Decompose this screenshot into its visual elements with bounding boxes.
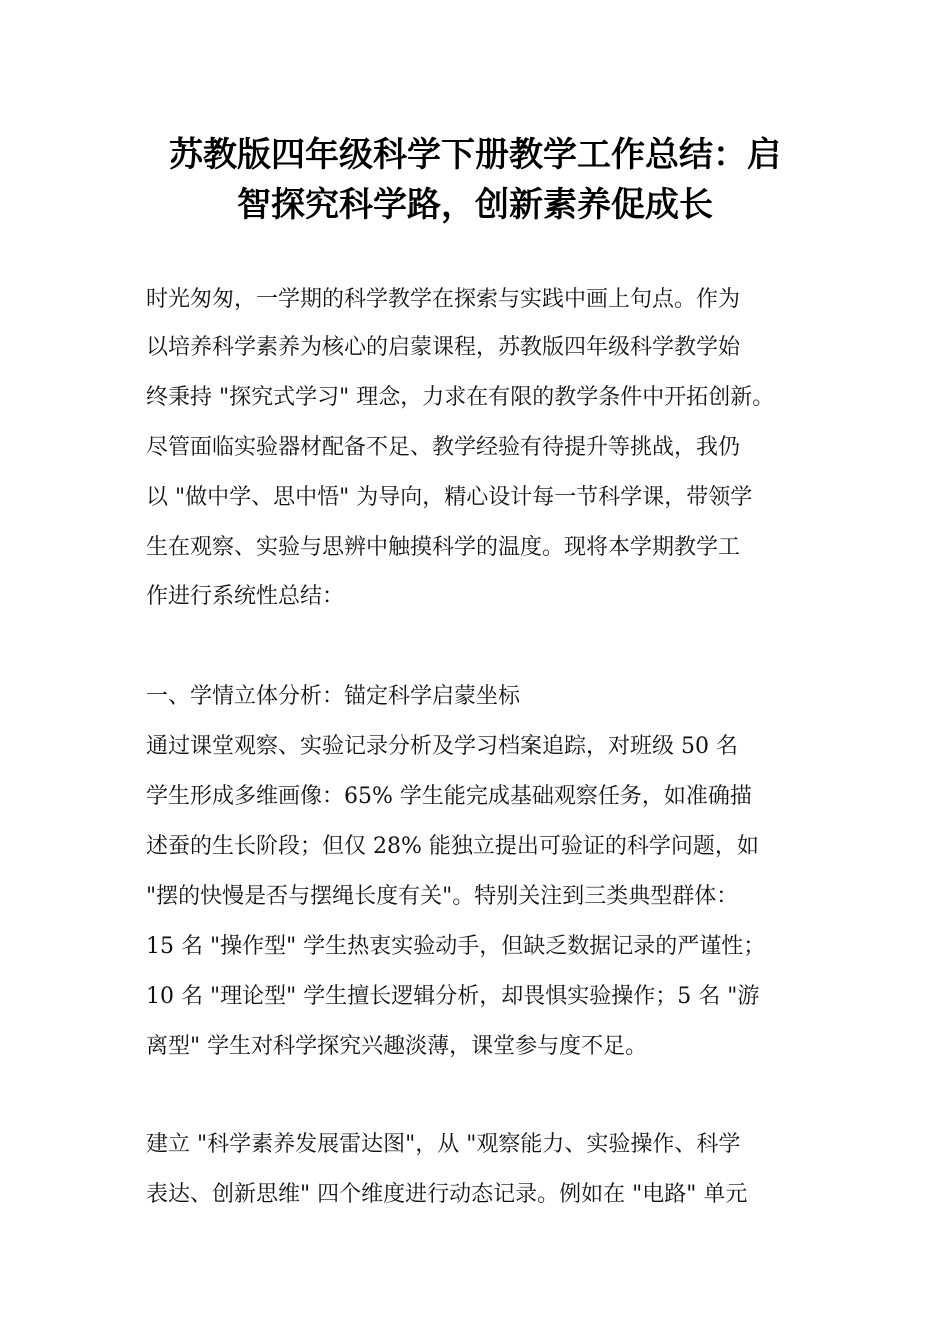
paragraph-line: 尽管面临实验器材配备不足、教学经验有待提升等挑战，我仍	[146, 435, 741, 460]
paragraph-line: 15 名 "操作型" 学生热衷实验动手，但缺乏数据记录的严谨性；	[146, 934, 766, 959]
paragraph-line: 离型" 学生对科学探究兴趣淡薄，课堂参与度不足。	[146, 1034, 648, 1059]
paragraph-line: 建立 "科学素养发展雷达图"，从 "观察能力、实验操作、科学	[146, 1132, 741, 1157]
paragraph-line: 通过课堂观察、实验记录分析及学习档案追踪，对班级 50 名	[146, 734, 738, 759]
paragraph-line: 10 名 "理论型" 学生擅长逻辑分析，却畏惧实验操作；5 名 "游	[146, 984, 760, 1009]
document-title-line-2: 智探究科学路，创新素养促成长	[237, 185, 713, 225]
paragraph-line: 述蚕的生长阶段；但仅 28% 能独立提出可验证的科学问题，如	[146, 834, 759, 859]
paragraph-line: 表达、创新思维" 四个维度进行动态记录。例如在 "电路" 单元	[146, 1182, 748, 1207]
paragraph-line: 以培养科学素养为核心的启蒙课程，苏教版四年级科学教学始	[146, 335, 741, 360]
paragraph-line: 以 "做中学、思中悟" 为导向，精心设计每一节科学课，带领学	[146, 485, 753, 510]
paragraph-line: 学生形成多维画像：65% 学生能完成基础观察任务，如准确描	[146, 784, 752, 809]
document-title-line-1: 苏教版四年级科学下册教学工作总结：启	[169, 135, 781, 175]
section-heading: 一、学情立体分析：锚定科学启蒙坐标	[146, 684, 521, 709]
paragraph-line: 时光匆匆，一学期的科学教学在探索与实践中画上句点。作为	[146, 287, 741, 312]
paragraph-line: 作进行系统性总结：	[146, 584, 345, 609]
paragraph-line: "摆的快慢是否与摆绳长度有关"。特别关注到三类典型群体：	[146, 884, 739, 909]
paragraph-line: 生在观察、实验与思辨中触摸科学的温度。现将本学期教学工	[146, 535, 741, 560]
paragraph-line: 终秉持 "探究式学习" 理念，力求在有限的教学条件中开拓创新。	[146, 385, 775, 410]
